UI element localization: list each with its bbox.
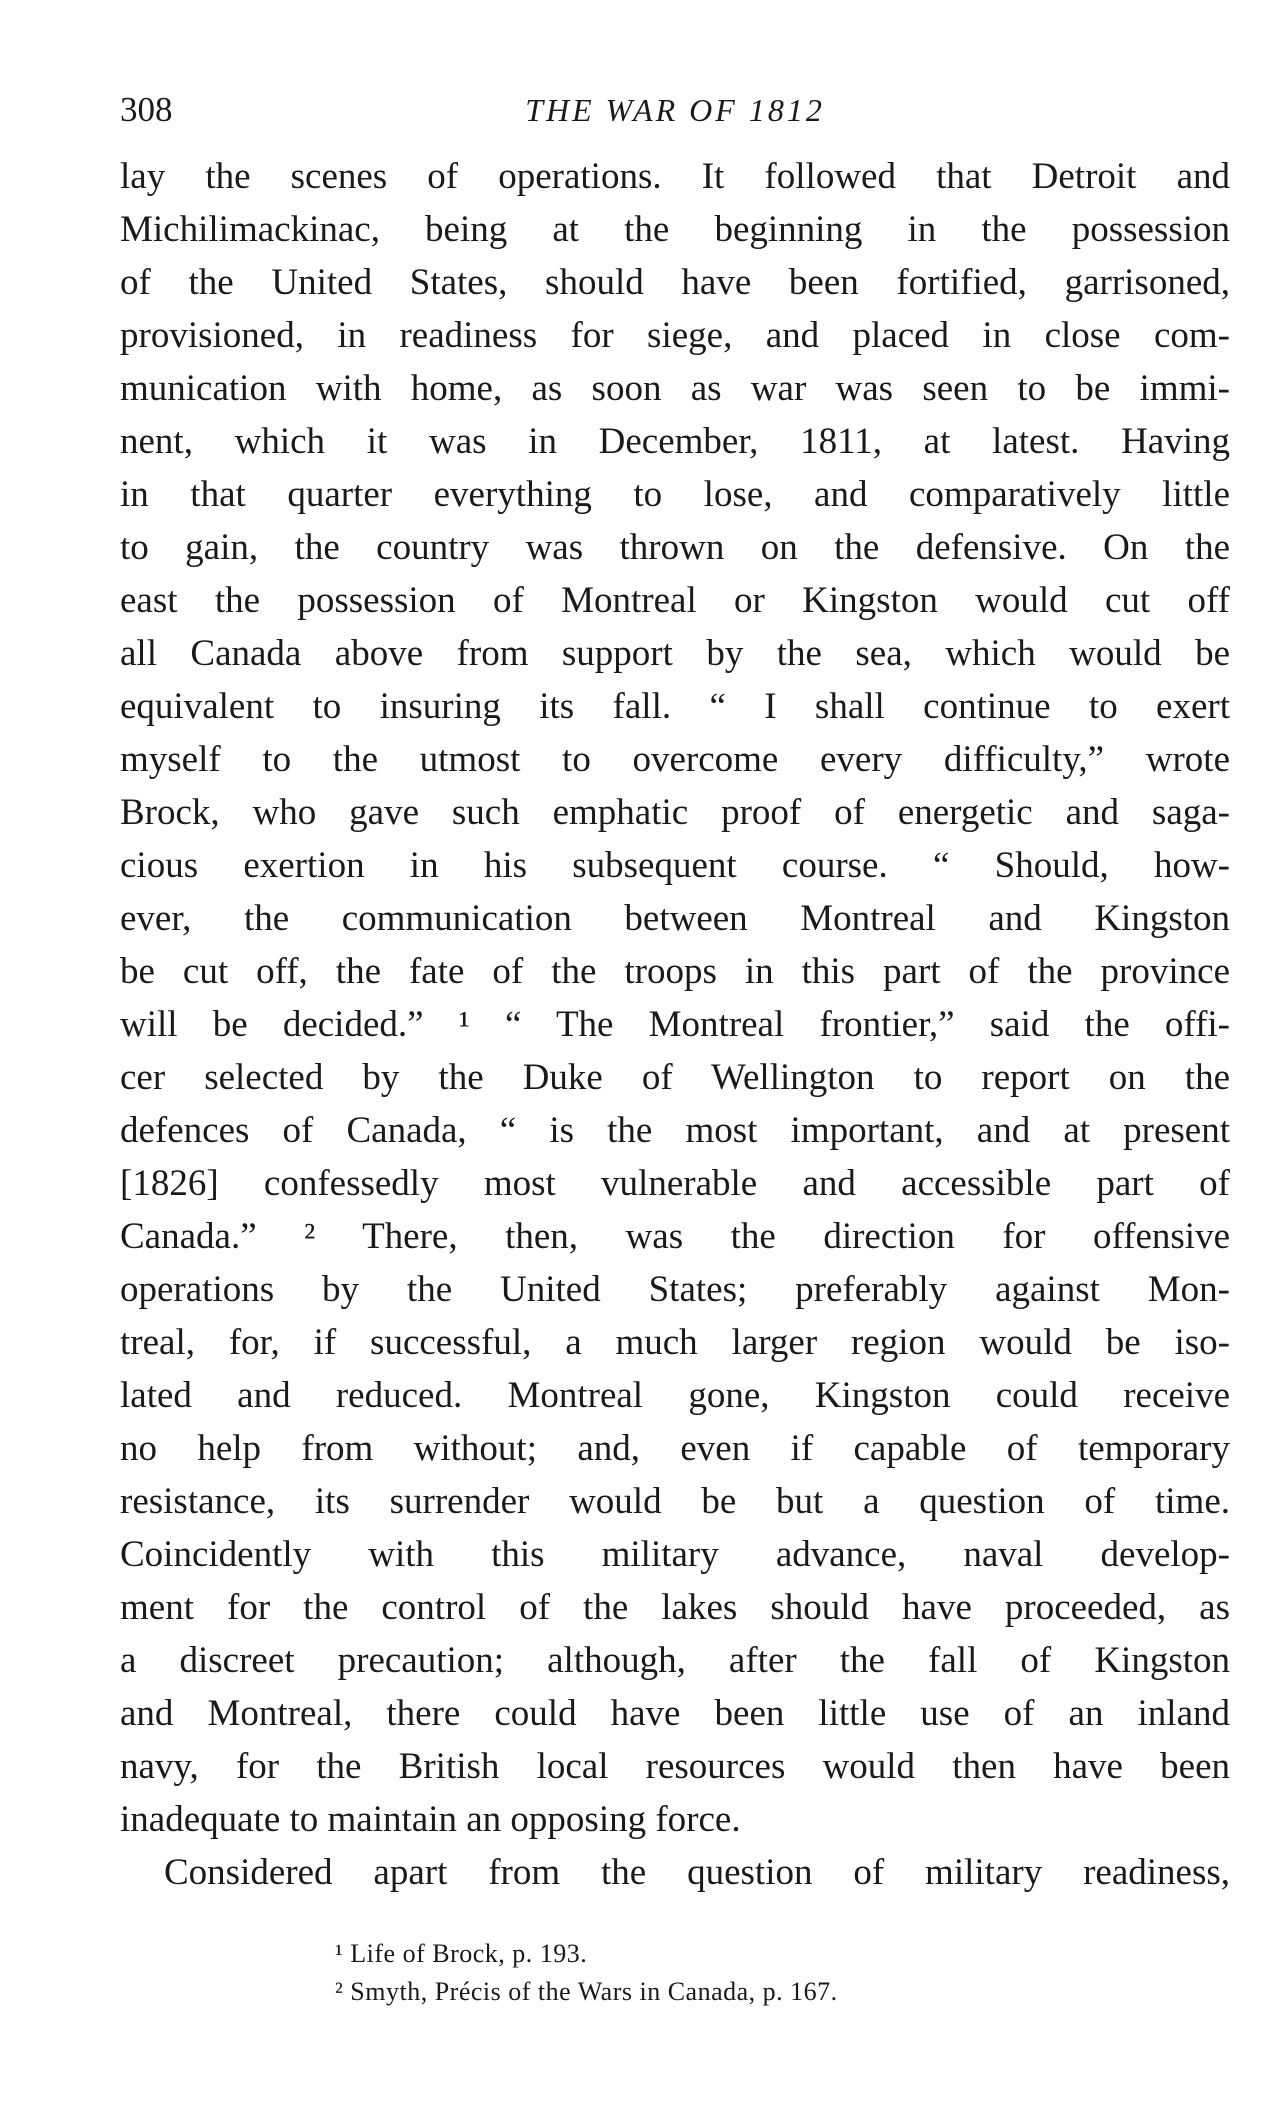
text-line: in that quarter everything to lose, and comparatively little: [120, 474, 1230, 515]
paragraph-start-line: Considered apart from the question of military readiness,: [164, 1852, 1230, 1893]
body-text: [120, 150, 1230, 1899]
text-line: operations by the United States; preferably against Mon-: [120, 1269, 1230, 1310]
text-line: be cut off, the fate of the troops in this part of the province: [120, 951, 1230, 992]
text-line: to gain, the country was thrown on the defensive. On the: [120, 527, 1230, 568]
text-line: all Canada above from support by the sea, which would be: [120, 633, 1230, 674]
text-line: nent, which it was in December, 1811, at latest. Having: [120, 421, 1230, 462]
footnote: ¹ Life of Brock, p. 193.: [335, 1939, 588, 1968]
book-page: [120, 80, 1230, 2011]
footnote: ² Smyth, Précis of the Wars in Canada, p. 167.: [335, 1977, 838, 2006]
text-line: [1826] confessedly most vulnerable and accessible part of: [120, 1163, 1230, 1204]
text-line: cer selected by the Duke of Wellington to report on the: [120, 1057, 1230, 1098]
text-line: resistance, its surrender would be but a question of time.: [120, 1481, 1230, 1522]
text-line: Michilimackinac, being at the beginning in the possession: [120, 209, 1230, 250]
text-line: provisioned, in readiness for siege, and placed in close com-: [120, 315, 1230, 356]
running-head: [120, 80, 1230, 140]
text-line: no help from without; and, even if capable of temporary: [120, 1428, 1230, 1469]
text-line: cious exertion in his subsequent course. “ Should, how-: [120, 845, 1230, 886]
text-line: ever, the communication between Montreal and Kingston: [120, 898, 1230, 939]
text-line: will be decided.” ¹ “ The Montreal frontier,” said the offi-: [120, 1004, 1230, 1045]
text-line: Brock, who gave such emphatic proof of energetic and saga-: [120, 792, 1230, 833]
text-line: ment for the control of the lakes should have proceeded, as: [120, 1587, 1230, 1628]
text-line: of the United States, should have been fortified, garrisoned,: [120, 262, 1230, 303]
text-line: Canada.” ² There, then, was the direction for offensive: [120, 1216, 1230, 1257]
text-line: navy, for the British local resources would then have been: [120, 1746, 1230, 1787]
text-line: east the possession of Montreal or Kingston would cut off: [120, 580, 1230, 621]
paragraph-end-line: inadequate to maintain an opposing force.: [120, 1799, 741, 1840]
text-line: and Montreal, there could have been little use of an inland: [120, 1693, 1230, 1734]
text-line: a discreet precaution; although, after the fall of Kingston: [120, 1640, 1230, 1681]
text-line: munication with home, as soon as war was seen to be immi-: [120, 368, 1230, 409]
page-number: 308: [120, 90, 173, 129]
running-title: THE WAR OF 1812: [525, 92, 825, 128]
text-line: treal, for, if successful, a much larger region would be iso-: [120, 1322, 1230, 1363]
text-line: defences of Canada, “ is the most important, and at present: [120, 1110, 1230, 1151]
text-line: equivalent to insuring its fall. “ I shall continue to exert: [120, 686, 1230, 727]
text-line: lay the scenes of operations. It followed that Detroit and: [120, 156, 1230, 197]
text-line: myself to the utmost to overcome every difficulty,” wrote: [120, 739, 1230, 780]
text-line: Coincidently with this military advance, naval develop-: [120, 1534, 1230, 1575]
footnotes: [120, 1935, 1230, 2011]
text-line: lated and reduced. Montreal gone, Kingston could receive: [120, 1375, 1230, 1416]
